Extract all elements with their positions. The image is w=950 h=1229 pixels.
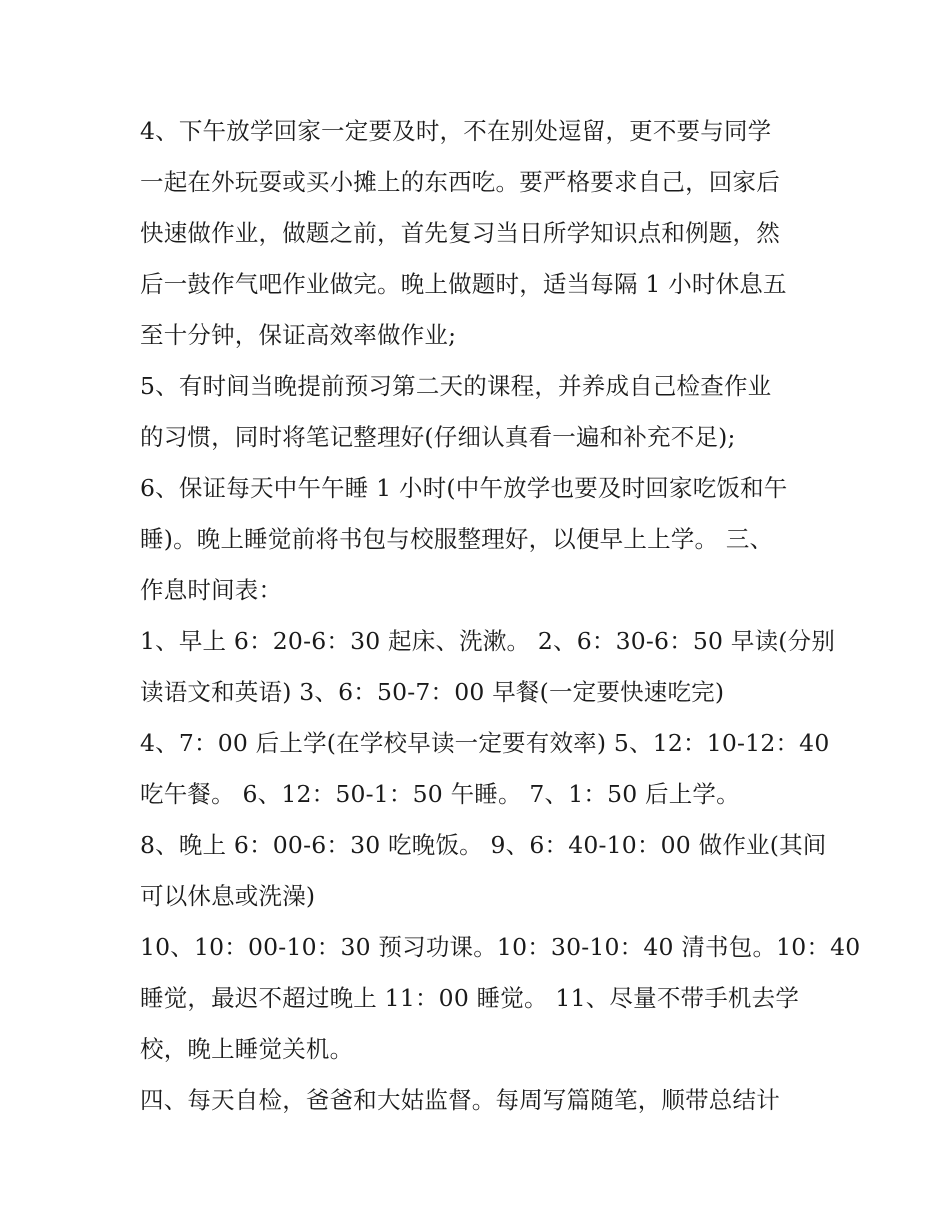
text-line: 作息时间表： bbox=[140, 576, 283, 604]
text-line: 4、下午放学回家一定要及时，不在别处逗留，更不要与同学 bbox=[140, 117, 772, 145]
text-line: 读语文和英语) 3、6：50-7：00 早餐(一定要快速吃完) bbox=[140, 678, 725, 706]
text-line: 四、每天自检，爸爸和大姑监督。每周写篇随笔，顺带总结计 bbox=[140, 1086, 780, 1114]
text-line: 10、10：00-10：30 预习功课。10：30-10：40 清书包。10：40 bbox=[140, 933, 861, 961]
text-line: 校，晚上睡觉关机。 bbox=[140, 1035, 354, 1063]
text-line: 一起在外玩耍或买小摊上的东西吃。要严格要求自己，回家后 bbox=[140, 168, 780, 196]
text-line: 睡觉，最迟不超过晚上 11：00 睡觉。 11、尽量不带手机去学 bbox=[140, 984, 800, 1012]
text-line: 可以休息或洗澡) bbox=[140, 882, 316, 910]
text-line: 4、7：00 后上学(在学校早读一定要有效率) 5、12：10-12：40 bbox=[140, 729, 830, 757]
text-line: 6、保证每天中午午睡 1 小时(中午放学也要及时回家吃饭和午 bbox=[140, 474, 788, 502]
text-line: 的习惯，同时将笔记整理好(仔细认真看一遍和补充不足); bbox=[140, 423, 736, 451]
text-line: 后一鼓作气吧作业做完。晚上做题时，适当每隔 1 小时休息五 bbox=[140, 270, 787, 298]
text-line: 8、晚上 6：00-6：30 吃晚饭。 9、6：40-10：00 做作业(其间 bbox=[140, 831, 827, 859]
text-line: 快速做作业，做题之前，首先复习当日所学知识点和例题，然 bbox=[140, 219, 780, 247]
text-line: 至十分钟，保证高效率做作业; bbox=[140, 321, 457, 349]
text-line: 1、早上 6：20-6：30 起床、洗漱。 2、6：30-6：50 早读(分别 bbox=[140, 627, 836, 655]
text-line: 睡)。晚上睡觉前将书包与校服整理好，以便早上上学。 三、 bbox=[140, 525, 774, 553]
text-line: 吃午餐。 6、12：50-1：50 午睡。 7、1：50 后上学。 bbox=[140, 780, 740, 808]
text-line: 5、有时间当晚提前预习第二天的课程，并养成自己检查作业 bbox=[140, 372, 772, 400]
document-body bbox=[140, 106, 861, 1126]
